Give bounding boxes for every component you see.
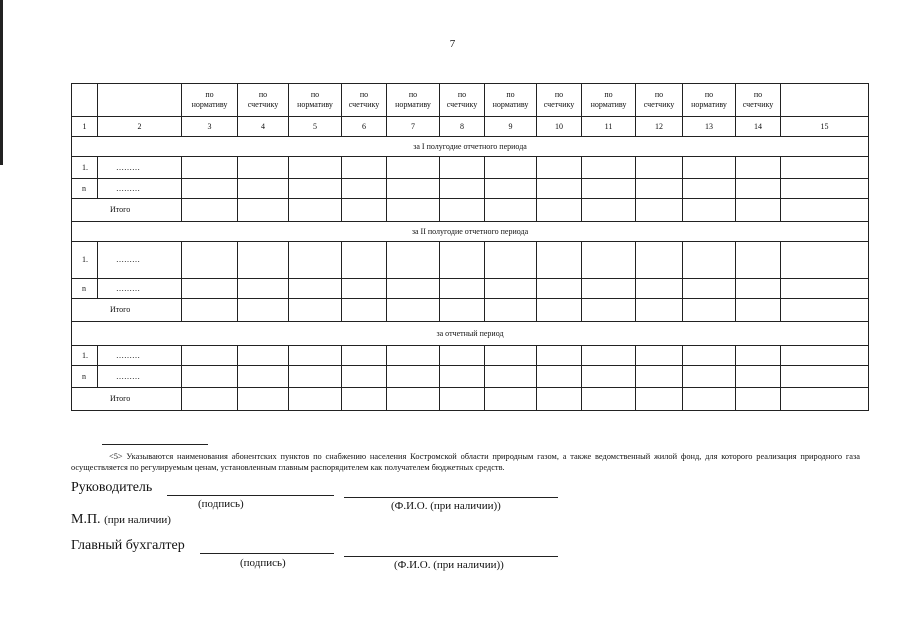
total-row xyxy=(72,199,869,222)
accountant-signature-line xyxy=(200,553,334,554)
section-title: за I полугодие отчетного периода xyxy=(72,137,869,157)
row-number: 1. xyxy=(72,157,98,179)
section-title: за II полугодие отчетного периода xyxy=(72,222,869,242)
empty-cell xyxy=(342,242,387,279)
empty-cell xyxy=(636,279,683,299)
empty-cell xyxy=(485,279,537,299)
row-name: ……… xyxy=(98,366,182,388)
empty-cell xyxy=(342,366,387,388)
accountant-signature-caption: (подпись) xyxy=(240,557,286,569)
head-name-caption: (Ф.И.О. (при наличии)) xyxy=(391,500,501,512)
header-cell: по нормативу xyxy=(683,84,736,117)
empty-cell xyxy=(440,179,485,199)
empty-cell xyxy=(387,279,440,299)
empty-cell xyxy=(238,279,289,299)
empty-cell xyxy=(182,279,238,299)
empty-cell xyxy=(683,279,736,299)
empty-cell xyxy=(582,388,636,411)
empty-cell xyxy=(289,242,342,279)
empty-cell xyxy=(342,179,387,199)
empty-cell xyxy=(781,242,869,279)
empty-cell xyxy=(636,157,683,179)
header-cell: по нормативу xyxy=(182,84,238,117)
empty-cell xyxy=(342,157,387,179)
empty-cell xyxy=(736,366,781,388)
head-signature-line xyxy=(167,495,334,496)
empty-cell xyxy=(736,346,781,366)
empty-cell xyxy=(485,242,537,279)
column-number-cell: 4 xyxy=(238,117,289,137)
empty-cell xyxy=(238,299,289,322)
empty-cell xyxy=(781,199,869,222)
data-row xyxy=(72,346,869,366)
empty-cell xyxy=(683,388,736,411)
empty-cell xyxy=(485,366,537,388)
empty-cell xyxy=(683,299,736,322)
empty-cell xyxy=(238,366,289,388)
column-number-cell: 3 xyxy=(182,117,238,137)
column-number-cell: 6 xyxy=(342,117,387,137)
header-cell: по счетчику xyxy=(537,84,582,117)
scan-edge-mark xyxy=(0,0,3,165)
empty-cell xyxy=(781,279,869,299)
header-cell: по счетчику xyxy=(736,84,781,117)
empty-cell xyxy=(342,346,387,366)
total-label: Итого xyxy=(72,199,182,222)
empty-cell xyxy=(781,346,869,366)
data-row xyxy=(72,279,869,299)
empty-cell xyxy=(440,199,485,222)
empty-cell xyxy=(736,179,781,199)
empty-cell xyxy=(582,179,636,199)
section-title-row xyxy=(72,137,869,157)
empty-cell xyxy=(736,299,781,322)
data-row xyxy=(72,242,869,279)
footnote-separator xyxy=(102,444,208,445)
empty-cell xyxy=(683,157,736,179)
empty-cell xyxy=(781,157,869,179)
empty-cell xyxy=(238,242,289,279)
row-name: ……… xyxy=(98,179,182,199)
empty-cell xyxy=(736,242,781,279)
empty-cell xyxy=(289,157,342,179)
empty-cell xyxy=(289,299,342,322)
stamp-note: (при наличии) xyxy=(104,514,171,526)
empty-cell xyxy=(537,366,582,388)
empty-cell xyxy=(636,242,683,279)
empty-cell xyxy=(182,157,238,179)
column-number-cell: 15 xyxy=(781,117,869,137)
head-name-line xyxy=(344,497,558,498)
head-signature-caption: (подпись) xyxy=(198,498,244,510)
data-row xyxy=(72,179,869,199)
column-number-cell: 7 xyxy=(387,117,440,137)
header-cell xyxy=(781,84,869,117)
empty-cell xyxy=(485,157,537,179)
header-cell xyxy=(98,84,182,117)
row-number: n xyxy=(72,279,98,299)
empty-cell xyxy=(440,279,485,299)
footnote-text: <5> Указываются наименования абонентских пунктов по снабжению населения Костромской области природным газом, а также ведомственный жилой фонд, для которого реализация природного газа осуществляется по регулируемым ценам, установленным главным распорядителем как получателем бюджетных средств. xyxy=(71,452,860,472)
column-number-cell: 11 xyxy=(582,117,636,137)
header-cell: по счетчику xyxy=(238,84,289,117)
empty-cell xyxy=(182,388,238,411)
empty-cell xyxy=(342,299,387,322)
column-number-cell: 2 xyxy=(98,117,182,137)
column-number-cell: 8 xyxy=(440,117,485,137)
empty-cell xyxy=(582,242,636,279)
accountant-name-line xyxy=(344,556,558,557)
empty-cell xyxy=(683,346,736,366)
empty-cell xyxy=(485,199,537,222)
empty-cell xyxy=(387,388,440,411)
empty-cell xyxy=(289,346,342,366)
header-cell: по нормативу xyxy=(289,84,342,117)
section-title: за отчетный период xyxy=(72,322,869,346)
total-row xyxy=(72,299,869,322)
empty-cell xyxy=(342,279,387,299)
report-table xyxy=(71,83,869,411)
row-number: 1. xyxy=(72,242,98,279)
row-name: ……… xyxy=(98,242,182,279)
empty-cell xyxy=(736,199,781,222)
empty-cell xyxy=(289,388,342,411)
empty-cell xyxy=(387,346,440,366)
empty-cell xyxy=(781,179,869,199)
empty-cell xyxy=(582,279,636,299)
empty-cell xyxy=(736,279,781,299)
empty-cell xyxy=(537,157,582,179)
empty-cell xyxy=(636,199,683,222)
total-row xyxy=(72,388,869,411)
empty-cell xyxy=(582,199,636,222)
column-number-cell: 5 xyxy=(289,117,342,137)
column-number-cell: 9 xyxy=(485,117,537,137)
empty-cell xyxy=(736,157,781,179)
section-title-row xyxy=(72,322,869,346)
empty-cell xyxy=(440,299,485,322)
empty-cell xyxy=(485,346,537,366)
header-cell: по нормативу xyxy=(485,84,537,117)
total-label: Итого xyxy=(72,388,182,411)
section-title-row xyxy=(72,222,869,242)
empty-cell xyxy=(182,299,238,322)
row-name: ……… xyxy=(98,346,182,366)
empty-cell xyxy=(238,388,289,411)
empty-cell xyxy=(485,388,537,411)
empty-cell xyxy=(683,366,736,388)
empty-cell xyxy=(387,179,440,199)
empty-cell xyxy=(582,157,636,179)
empty-cell xyxy=(440,388,485,411)
header-cell: по нормативу xyxy=(582,84,636,117)
accountant-name-caption: (Ф.И.О. (при наличии)) xyxy=(394,559,504,571)
column-number-cell: 1 xyxy=(72,117,98,137)
empty-cell xyxy=(485,299,537,322)
row-name: ……… xyxy=(98,157,182,179)
empty-cell xyxy=(387,157,440,179)
empty-cell xyxy=(781,299,869,322)
empty-cell xyxy=(636,299,683,322)
empty-cell xyxy=(182,199,238,222)
data-row xyxy=(72,366,869,388)
empty-cell xyxy=(485,179,537,199)
row-name: ……… xyxy=(98,279,182,299)
empty-cell xyxy=(342,388,387,411)
empty-cell xyxy=(289,366,342,388)
empty-cell xyxy=(683,199,736,222)
empty-cell xyxy=(537,199,582,222)
empty-cell xyxy=(440,157,485,179)
empty-cell xyxy=(537,179,582,199)
empty-cell xyxy=(582,366,636,388)
row-number: 1. xyxy=(72,346,98,366)
empty-cell xyxy=(582,299,636,322)
empty-cell xyxy=(636,366,683,388)
empty-cell xyxy=(238,179,289,199)
header-subcolumns-row xyxy=(72,84,869,117)
empty-cell xyxy=(387,299,440,322)
empty-cell xyxy=(238,157,289,179)
empty-cell xyxy=(387,242,440,279)
empty-cell xyxy=(683,179,736,199)
empty-cell xyxy=(636,388,683,411)
header-cell: по счетчику xyxy=(636,84,683,117)
header-cell: по нормативу xyxy=(387,84,440,117)
head-label: Руководитель xyxy=(71,480,153,495)
empty-cell xyxy=(289,279,342,299)
empty-cell xyxy=(289,199,342,222)
empty-cell xyxy=(781,388,869,411)
empty-cell xyxy=(182,242,238,279)
empty-cell xyxy=(440,346,485,366)
column-number-cell: 12 xyxy=(636,117,683,137)
empty-cell xyxy=(289,179,342,199)
empty-cell xyxy=(182,366,238,388)
empty-cell xyxy=(537,388,582,411)
empty-cell xyxy=(238,199,289,222)
column-number-cell: 10 xyxy=(537,117,582,137)
empty-cell xyxy=(683,242,736,279)
header-cell: по счетчику xyxy=(342,84,387,117)
data-row xyxy=(72,157,869,179)
stamp-label: М.П. xyxy=(71,512,101,527)
empty-cell xyxy=(440,242,485,279)
empty-cell xyxy=(238,346,289,366)
empty-cell xyxy=(781,366,869,388)
page-number: 7 xyxy=(449,38,456,50)
empty-cell xyxy=(537,242,582,279)
empty-cell xyxy=(736,388,781,411)
empty-cell xyxy=(537,346,582,366)
empty-cell xyxy=(182,179,238,199)
empty-cell xyxy=(537,299,582,322)
empty-cell xyxy=(582,346,636,366)
total-label: Итого xyxy=(72,299,182,322)
empty-cell xyxy=(537,279,582,299)
row-number: n xyxy=(72,366,98,388)
empty-cell xyxy=(387,199,440,222)
column-numbers-row xyxy=(72,117,869,137)
empty-cell xyxy=(387,366,440,388)
empty-cell xyxy=(636,179,683,199)
accountant-label: Главный бухгалтер xyxy=(71,538,185,553)
row-number: n xyxy=(72,179,98,199)
header-cell: по счетчику xyxy=(440,84,485,117)
empty-cell xyxy=(636,346,683,366)
empty-cell xyxy=(182,346,238,366)
column-number-cell: 13 xyxy=(683,117,736,137)
header-cell xyxy=(72,84,98,117)
column-number-cell: 14 xyxy=(736,117,781,137)
stamp-block xyxy=(71,512,171,528)
empty-cell xyxy=(342,199,387,222)
empty-cell xyxy=(440,366,485,388)
